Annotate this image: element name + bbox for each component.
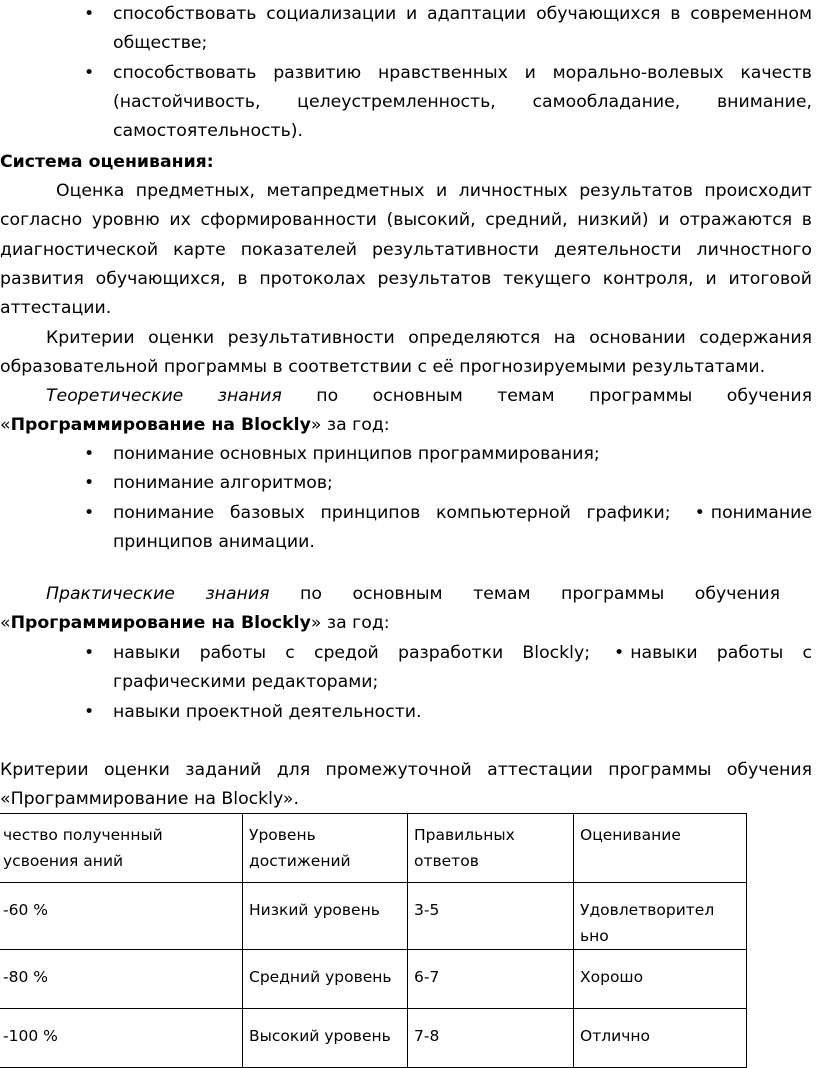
- list-item: [0, 440, 816, 469]
- bullet-icon: •: [694, 502, 705, 523]
- bullet-icon: •: [84, 444, 95, 464]
- bullet-icon: •: [84, 62, 95, 83]
- theory-program-line: [0, 411, 812, 440]
- assessment-heading: Система оценивания:: [0, 152, 214, 172]
- table-row: [0, 883, 747, 950]
- practice-item-text: навыки проектной деятельности.: [113, 701, 422, 722]
- bullet-icon: •: [84, 502, 95, 523]
- list-item: [0, 469, 816, 498]
- assessment-paragraph-2: Критерии оценки результативности определяются на основании содержания образовательной программы в соответствии с её прогнозируемыми результатами.: [0, 328, 812, 378]
- table-cell: -80 %: [0, 950, 243, 1009]
- theory-lead-rest: по основным темам программы обучения: [281, 386, 812, 406]
- table-cell: Средний уровень: [243, 950, 408, 1009]
- table-cell: 7-8: [408, 1009, 574, 1068]
- table-cell: Удовлетворител ьно: [574, 883, 747, 950]
- list-item: [0, 698, 816, 727]
- bullet-icon: •: [614, 643, 625, 663]
- practice-item-text: навыки работы с графическими редакторами;: [113, 643, 812, 693]
- table-header-cell: чество полученный усвоения аний: [0, 814, 243, 883]
- assessment-paragraph-1: Оценка предметных, метапредметных и личностных результатов происходит согласно уровню их сформированности (высокий, средний, низкий) и отражаются в диагностической карте показателей результативности деятельности личностного развития обучающихся, в протоколах результатов текущего контроля, и итоговой аттестации.: [0, 181, 812, 319]
- list-item: [0, 59, 816, 147]
- practice-list: [0, 639, 816, 727]
- table-cell: -60 %: [0, 883, 243, 950]
- goal-text: способствовать развитию нравственных и морально-волевых качеств (настойчивость, целеустремленность, самообладание, внимание, самостоятельность).: [113, 62, 812, 142]
- goals-list: [0, 0, 816, 146]
- table-header-cell: Оценивание: [574, 814, 747, 883]
- table-header-cell: Правильных ответов: [408, 814, 574, 883]
- list-item: [0, 499, 816, 558]
- table-cell: Низкий уровень: [243, 883, 408, 950]
- theory-item-text: понимание основных принципов программирования;: [113, 444, 600, 464]
- table-row: [0, 1009, 747, 1068]
- goal-text: способствовать социализации и адаптации обучающихся в современном обществе;: [113, 4, 812, 54]
- criteria-paragraph: Критерии оценки заданий для промежуточной аттестации программы обучения «Программирование на Blockly».: [0, 760, 812, 810]
- theory-item-text: понимание алгоритмов;: [113, 473, 333, 494]
- bullet-icon: •: [84, 4, 95, 24]
- practice-item-text: навыки работы с средой разработки Blockly;: [113, 643, 591, 663]
- practice-program-line: [0, 609, 812, 638]
- theory-lead: [0, 382, 812, 411]
- quote-open: «: [0, 415, 11, 435]
- practice-period: » за год:: [310, 613, 390, 633]
- table-header-row: [0, 814, 747, 883]
- table-cell: Отлично: [574, 1009, 747, 1068]
- theory-period: » за год:: [310, 415, 390, 435]
- theory-item-text: понимание базовых принципов компьютерной графики;: [113, 502, 671, 523]
- list-item: [0, 0, 816, 59]
- table-cell: 6-7: [408, 950, 574, 1009]
- bullet-icon: •: [84, 643, 95, 663]
- list-item: [0, 639, 816, 698]
- grading-table: [0, 813, 747, 1068]
- quote-open: «: [0, 613, 11, 633]
- practice-lead-rest: по основным темам программы обучения: [269, 584, 781, 604]
- theory-item-text: понимание принципов анимации.: [113, 502, 812, 552]
- table-cell: Высокий уровень: [243, 1009, 408, 1068]
- table-header-cell: Уровень достижений: [243, 814, 408, 883]
- theory-program-name: Программирование на Blockly: [10, 415, 311, 435]
- practice-program-name: Программирование на Blockly: [10, 613, 311, 633]
- table-cell: Хорошо: [574, 950, 747, 1009]
- theory-lead-italic: Теоретические знания: [46, 386, 282, 406]
- bullet-icon: •: [84, 473, 95, 494]
- table-row: [0, 950, 747, 1009]
- table-cell: -100 %: [0, 1009, 243, 1068]
- theory-list: [0, 440, 816, 557]
- practice-lead: [0, 580, 780, 609]
- bullet-icon: •: [84, 701, 95, 722]
- practice-lead-italic: Практические знания: [46, 584, 270, 604]
- table-cell: 3-5: [408, 883, 574, 950]
